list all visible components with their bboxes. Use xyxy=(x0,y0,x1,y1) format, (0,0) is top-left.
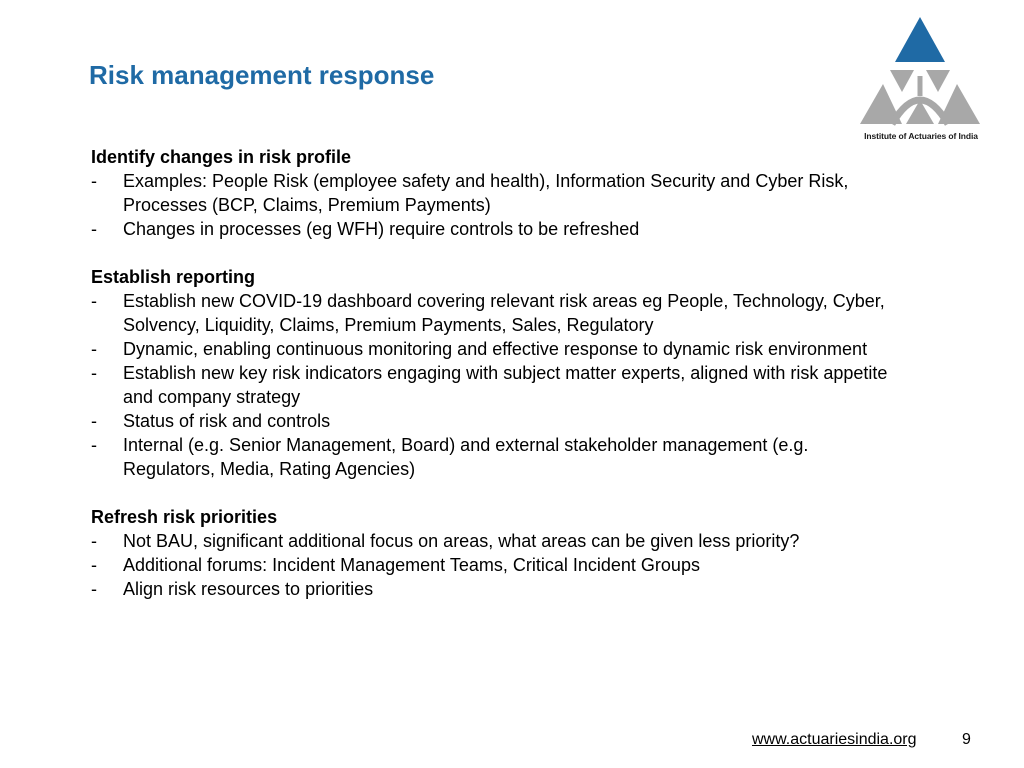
bullet-dash: - xyxy=(91,339,97,359)
bullet-text: Status of risk and controls xyxy=(123,411,331,431)
page-number: 9 xyxy=(962,731,971,748)
bullet-text: Examples: People Risk (employee safety and health), Information Security and Cyber Risk, Processes (BCP, Claims, Premium Payments) xyxy=(123,171,849,215)
logo-emblem-icon xyxy=(850,14,992,130)
bullet-dash: - xyxy=(91,219,97,239)
bullet-text: Internal (e.g. Senior Management, Board) and external stakeholder management (e.g. Regulators, Media, Rating Agencies) xyxy=(123,435,809,479)
list-item xyxy=(91,289,891,337)
slide-title: Risk management response xyxy=(89,60,435,90)
bullet-text: Establish new COVID-19 dashboard covering relevant risk areas eg People, Technology, Cyber, Solvency, Liquidity, Claims, Premium Payments, Sales, Regulatory xyxy=(123,291,885,335)
bullet-list xyxy=(91,169,891,241)
list-item xyxy=(91,337,891,361)
bullet-text: Establish new key risk indicators engaging with subject matter experts, aligned with risk appetite and company strategy xyxy=(123,363,888,407)
bullet-dash: - xyxy=(91,171,97,191)
bullet-text: Align risk resources to priorities xyxy=(123,579,374,599)
list-item xyxy=(91,577,891,601)
list-item xyxy=(91,361,891,409)
list-item xyxy=(91,169,891,217)
section-heading: Establish reporting xyxy=(91,267,256,287)
website-link[interactable]: www.actuariesindia.org xyxy=(752,731,917,748)
logo-right-mid-shape xyxy=(926,70,950,92)
bullet-text: Additional forums: Incident Management Teams, Critical Incident Groups xyxy=(123,555,700,575)
bullet-text: Not BAU, significant additional focus on areas, what areas can be given less priority? xyxy=(123,531,800,551)
bullet-list xyxy=(91,289,891,481)
bullet-dash: - xyxy=(91,555,97,575)
bullet-dash: - xyxy=(91,435,97,455)
bullet-dash: - xyxy=(91,363,97,383)
bullet-list xyxy=(91,529,891,601)
institute-logo xyxy=(850,14,992,144)
section-heading: Identify changes in risk profile xyxy=(91,147,352,167)
bullet-text: Dynamic, enabling continuous monitoring and effective response to dynamic risk environment xyxy=(123,339,868,359)
bullet-dash: - xyxy=(91,411,97,431)
list-item xyxy=(91,529,891,553)
section-establish-reporting xyxy=(91,265,891,481)
bullet-dash: - xyxy=(91,531,97,551)
bullet-text: Changes in processes (eg WFH) require controls to be refreshed xyxy=(123,219,640,239)
list-item xyxy=(91,217,891,241)
list-item xyxy=(91,433,891,481)
bullet-dash: - xyxy=(91,579,97,599)
bullet-dash: - xyxy=(91,291,97,311)
logo-caption: Institute of Actuaries of India xyxy=(864,131,978,141)
list-item xyxy=(91,553,891,577)
slide-body xyxy=(91,145,891,625)
section-refresh-priorities xyxy=(91,505,891,601)
section-heading: Refresh risk priorities xyxy=(91,507,278,527)
list-item xyxy=(91,409,891,433)
logo-left-mid-shape xyxy=(890,70,914,92)
section-identify-changes xyxy=(91,145,891,241)
logo-top-triangle xyxy=(895,17,945,62)
